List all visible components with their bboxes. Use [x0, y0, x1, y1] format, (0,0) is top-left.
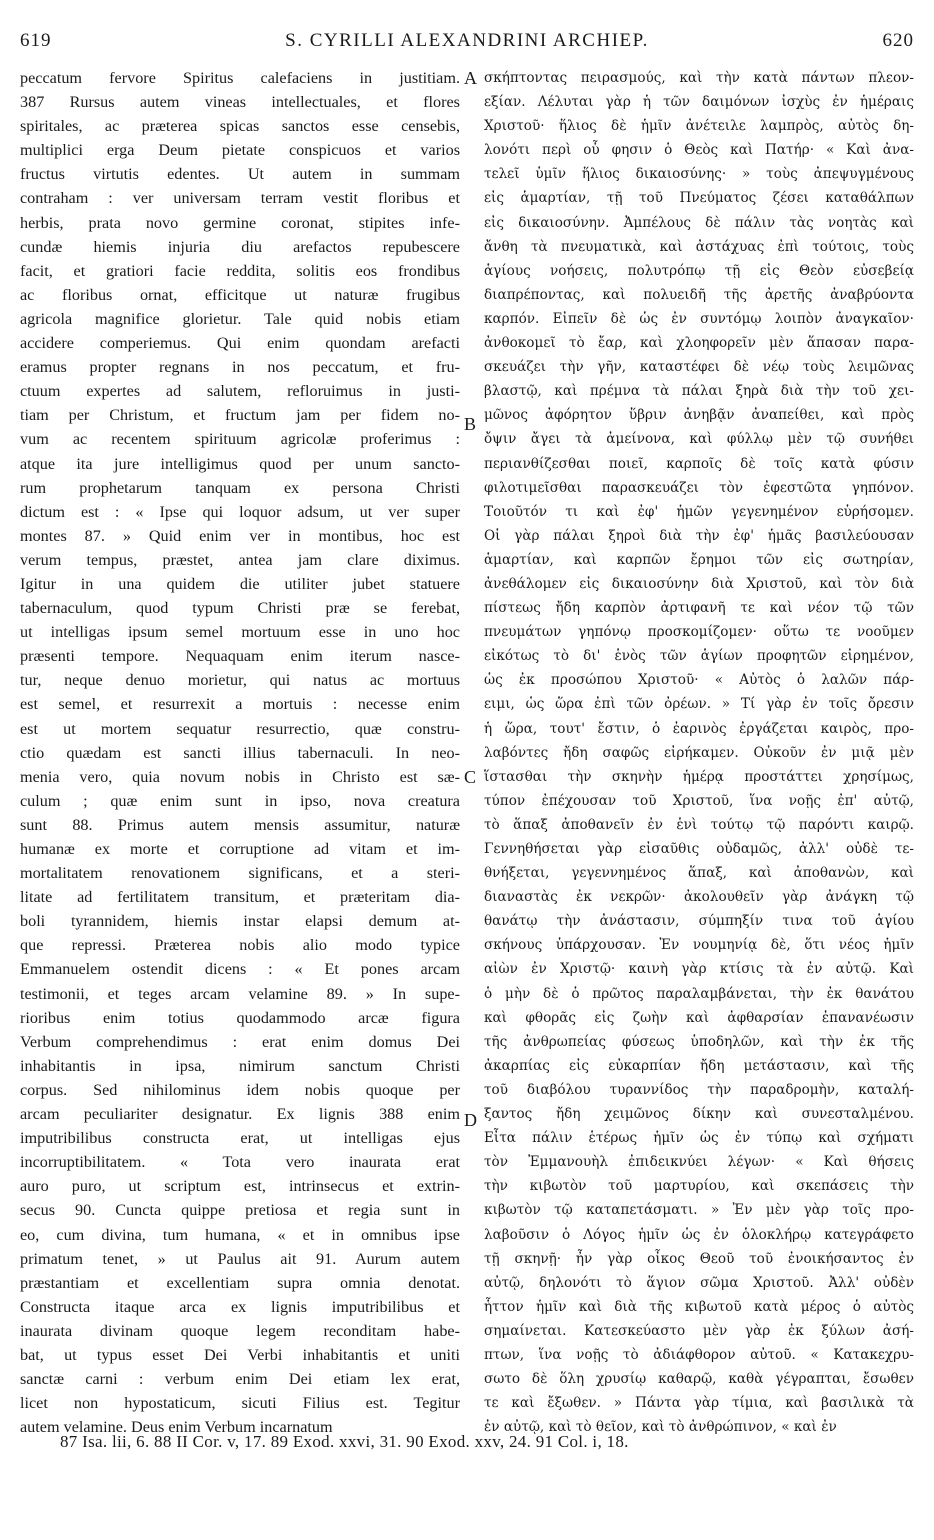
latin-text-line: Emmanuelem ostendit dicens : « Et pones arcam [20, 960, 460, 979]
greek-text-line: εξίαν. Λέλυται γὰρ ἡ τῶν δαιμόνων ἰσχὺς ἐν ἡμέραις [484, 94, 914, 111]
latin-text-line: verum tempus, præstet, antea jam clare diximus. [20, 550, 460, 569]
greek-text-line: λαβοῦσιν ὁ Λόγος ἡμῖν ὡς ἐν ὁλοκλήρῳ κατεγράφετο [484, 1226, 914, 1243]
latin-text-line: primatum tenet, » ut Paulus ait 91. Aurum autem [20, 1249, 460, 1268]
greek-text-line: πνευμάτων γηπόνῳ προσκομίζομεν· οὕτω τε νοοῦμεν [484, 624, 914, 641]
latin-text-line: boli tyrannidem, hiemis instar elapsi demum at- [20, 912, 460, 931]
latin-text-line: ut intelligas ipsum semel mortuum esse in uno hoc [20, 623, 460, 642]
latin-text-line: Verbum comprehendimus : erat enim domus Dei [20, 1032, 460, 1051]
latin-text-line: testimonii, et teges arcam velamine 89. » In supe- [20, 984, 460, 1003]
greek-text-line: Γεννηθήσεται γὰρ εἰσαῦθις οὐδαμῶς, ἀλλ' οὐδὲ τε- [484, 841, 914, 857]
greek-text-line: ὁ μὴν δὲ ὁ πρῶτος παραλαμβάνεται, τὴν ἐκ θανάτου [484, 985, 914, 1002]
latin-text-line: ctuum expertes ad salutem, refloruimus in justi- [20, 382, 460, 401]
greek-text-line: ἀνεθάλομεν εἰς δικαιοσύνην διὰ Χριστοῦ, καὶ τὸν διὰ [484, 575, 914, 592]
latin-text-line: vum ac recentem spirituum agricolæ proferimus : [20, 430, 460, 449]
latin-text-line: que repressi. Præterea nobis alio modo typice [20, 936, 460, 955]
greek-text-line: περιανθίζεσθαι ποιεῖ, καρποῖς δὲ τοῖς κατὰ φύσιν [484, 455, 914, 472]
latin-text-line: accidere comperiemus. Qui enim quondam arefacti [20, 334, 460, 353]
greek-text-line: ὄψιν ἄγει τὰ ἀμείνονα, καὶ φύλλῳ μὲν τῷ συνήθει [484, 431, 914, 448]
latin-text-line: tiam per Christum, et fructum jam per fidem no- [20, 406, 460, 425]
greek-text-line: λαβόντες ἤδη σαφῶς εἰρήκαμεν. Οὐκοῦν ἐν μιᾷ μὲν [484, 744, 914, 761]
greek-text-line: σημαίνεται. Κατεσκεύαστο μὲν γὰρ ἐκ ξύλων ἀσή- [484, 1322, 914, 1339]
greek-text-line: τὴν κιβωτὸν τοῦ μαρτυρίου, καὶ σκεπάσεις τὴν [484, 1178, 914, 1195]
latin-text-line: bat, ut typus esset Dei Verbi inhabitantis et uniti [20, 1345, 460, 1364]
latin-text-line: menia vero, quia novum nobis in Christo est sæ- [20, 767, 460, 786]
latin-text-line: rioribus enim totius quodammodo arcæ figura [20, 1008, 460, 1027]
greek-text-line: διαναστὰς ἐκ νεκρῶν· ἀκολουθεῖν γὰρ ἀνάγκη τῷ [484, 889, 914, 906]
latin-text-line: est semel, et resurrexit a mortuis : necesse enim [20, 695, 460, 714]
latin-text-line: auro puro, ut scriptum est, intrinsecus et extrin- [20, 1177, 460, 1196]
greek-text-line: πίστεως ἤδη καρπὸν ἀρτιφανῆ τε καὶ νέον τῷ τῶν [484, 600, 914, 617]
latin-text-line: præstantiam et excellentiam supra omnia denotat. [20, 1273, 460, 1292]
latin-text-line: inaurata divinam quoque legem reconditam habe- [20, 1321, 460, 1340]
greek-text-line: θανάτῳ τὴν ἀνάστασιν, σύμπηξίν τινα τοῦ ἁγίου [484, 913, 914, 930]
latin-text-line: sunt 88. Primus autem mensis assumitur, naturæ [20, 815, 460, 834]
latin-text-line: contraham : ver universam terram vestit floribus et [20, 189, 460, 208]
latin-text-line: herbis, prata novo germine coronat, stipites infe- [20, 213, 460, 232]
greek-text-line: Οἱ γὰρ πάλαι ξηροὶ διὰ τὴν ἐφ' ἡμᾶς βασιλεύουσαν [484, 527, 914, 544]
latin-text-line: ctio quædam est sancti illius tabernaculi. In neo- [20, 743, 460, 762]
greek-text-line: θνήξεται, γεγεννημένος ἅπαξ, καὶ ἀποθανὼν, καὶ [484, 865, 914, 882]
greek-text-line: σωτο δὲ ὅλη χρυσίῳ καθαρῷ, καθὰ γέγραπται, ἔσωθεν [484, 1371, 914, 1388]
latin-text-line: litate ad fertilitatem transitum, et præteritam dia- [20, 888, 460, 907]
greek-text-line: ἵστασθαι τὴν σκηνὴν ἡμέρᾳ προστάττει χρησίμως, [484, 768, 914, 785]
greek-column [484, 66, 914, 1439]
latin-text-line: fructus virtutis edentes. Ut autem in summam [20, 165, 460, 184]
latin-text-line: est ut mortem sequatur resurrectio, quæ constru- [20, 719, 460, 738]
greek-text-line: ἐν αὐτῷ, καὶ τὸ θεῖον, καὶ τὸ ἀνθρώπινον, « καὶ ἐν [484, 1419, 837, 1436]
margin-marker-b: B [464, 414, 477, 434]
greek-text-line: τὸ ἅπαξ ἀποθανεῖν ἐν ἑνὶ τούτῳ τῷ παρόντι καιρῷ. [484, 816, 914, 833]
latin-text-line: rum prophetarum tanquam ex persona Christi [20, 478, 460, 497]
latin-text-line: sanctæ carni : verbum enim Dei etiam lex erat, [20, 1370, 460, 1389]
latin-text-line: præsenti tempore. Nequaquam enim iterum nasce- [20, 647, 460, 666]
greek-text-line: ἧττον ἡμῖν καὶ διὰ τῆς κιβωτοῦ κατὰ μέρος ὁ αὐτὸς [484, 1298, 914, 1315]
latin-column [20, 66, 460, 1439]
latin-text-line: incorruptibilitatem. « Tota vero inaurata erat [20, 1153, 460, 1172]
latin-text-line: Constructa itaque arca ex lignis imputribilibus et [20, 1297, 460, 1316]
latin-text-line: imputribilibus constructa erat, ut intelligas ejus [20, 1129, 460, 1148]
greek-text-line: ἡ ὥρα, τουτ' ἔστιν, ὁ ἐαρινὸς ἐργάζεται καιρὸς, προ- [484, 720, 914, 737]
latin-text-line: secus 90. Cuncta quippe pretiosa et regia sunt in [20, 1201, 460, 1220]
greek-text-line: εἰς δικαιοσύνην. Ἀμπέλους δὲ πάλιν τὰς νοητὰς καὶ [484, 214, 914, 231]
latin-text-line: mortalitatem renovationem significans, et a steri- [20, 864, 460, 883]
greek-text-line: τοῦ διαβόλου τυραννίδος τὴν παραδρομὴν, καταλή- [484, 1081, 914, 1098]
latin-text-line: facit, et gratiori facie reddita, solitis eos frondibus [20, 261, 460, 280]
left-page-number: 619 [20, 30, 52, 51]
greek-text-line: βλαστῷ, καὶ πρέμνα τὰ πάλαι ξηρὰ διὰ τὴν τοῦ χει- [484, 383, 914, 400]
latin-text-line: agricola magnifice glorietur. Tale quid nobis etiam [20, 309, 460, 328]
latin-text-line: tabernaculum, quod typum Christi præ se ferebat, [20, 599, 460, 618]
latin-text-line: spiritales, ac præterea spicas sanctos esse censebis, [20, 117, 460, 136]
latin-text-line: licet non hypostaticum, sicuti Filius est. Tegitur [20, 1394, 460, 1413]
greek-text-line: τῆς ἀνθρωπείας φύσεως ὑποδηλῶν, καὶ τὴν ἐκ τῆς [484, 1033, 914, 1050]
latin-text-line: eo, cum divina, tum humana, « et in omnibus ipse [20, 1225, 460, 1244]
latin-text-line: culum ; quæ enim sunt in ipso, nova creatura [20, 791, 460, 810]
greek-text-line: Χριστοῦ· ἥλιος δὲ ἡμῖν ἀνέτειλε λαμπρὸς, αὐτὸς δη- [484, 118, 914, 135]
greek-text-line: καὶ φθορᾶς εἰς ζωὴν καὶ ἀφθαρσίαν ἐπανανέωσιν [484, 1009, 914, 1026]
latin-text-line: montes 87. » Quid enim ver in montibus, hoc est [20, 526, 460, 545]
greek-text-line: τύπον ἐπέχουσαν τοῦ Χριστοῦ, ἵνα νοῇς ἐπ' αὐτῷ, [484, 792, 914, 809]
greek-text-line: καρπόν. Εἰπεῖν δὲ ὡς ἐν συντόμῳ λοιπὸν ἀναγκαῖον· [484, 310, 914, 327]
greek-text-line: σκευάζει τὴν γῆν, καταστέφει δὲ νέῳ τοὺς λειμῶνας [484, 359, 914, 376]
greek-text-line: ἁγίους νοήσεις, πολυτρόπῳ τῇ εἰς Θεὸν εὐσεβείᾳ [484, 262, 914, 279]
latin-text-line: Igitur in una quidem die utiliter jubet statuere [20, 574, 460, 593]
greek-text-line: φιλοτιμεῖσθαι παρασκευάζει τὸν ἐφεστῶτα γηπόνον. [484, 479, 914, 496]
greek-text-line: ἄνθη τὰ πνευματικὰ, καὶ ἀστάχυας ἐπὶ τούτοις, τοὺς [484, 238, 914, 255]
latin-text-line: tur, neque denuo morietur, qui natus ac mortuus [20, 671, 460, 690]
greek-text-line: σκήνους ὑπάρχουσαν. Ἐν νουμηνίᾳ δὲ, ὅτι νέος ἡμῖν [484, 937, 914, 954]
greek-text-line: ξαντος ἤδη χειμῶνος δίκην καὶ συνεσταλμένου. [484, 1106, 914, 1123]
latin-text-line: peccatum fervore Spiritus calefaciens in justitiam. [20, 69, 460, 87]
latin-text-line: multiplici erga Deum pietate conspicuos et varios [20, 141, 460, 160]
latin-text-line: autem velamine. Deus enim Verbum incarnatum [20, 1418, 333, 1437]
latin-text-line: humanæ ex morte et corruptione ad vitam et im- [20, 840, 460, 858]
greek-text-line: Τοιοῦτόν τι καὶ ἐφ' ἡμῶν γεγενημένον εὑρήσομεν. [484, 503, 914, 520]
greek-text-line: ὡς ἐκ προσώπου Χριστοῦ· « Αὐτὸς ὁ λαλῶν πάρ- [484, 672, 914, 689]
running-header [20, 30, 914, 60]
greek-text-line: μῶνος ἀφόρητον ὕβριν ἀνηβᾷν ἀναπείθει, καὶ πρὸς [484, 407, 914, 424]
margin-marker-d: D [464, 1110, 477, 1130]
latin-text-line: inhabitantis in ipsa, nimirum sanctum Christi [20, 1056, 460, 1075]
greek-text-line: εἰς ἁμαρτίαν, τῇ τοῦ Πνεύματος ζέσει καταθάλπων [484, 190, 914, 207]
running-title: S. CYRILLI ALEXANDRINI ARCHIEP. [285, 30, 649, 51]
greek-text-line: διαπρέποντας, καὶ πολυειδῆ τῆς ἀρετῆς ἀναβρύοντα [484, 286, 914, 303]
right-page-number: 620 [882, 30, 914, 51]
latin-text-line: atque ita jure intelligimus quod per unum sancto- [20, 454, 460, 473]
greek-text-line: τὸν Ἐμμανουὴλ ἐπιδεικνύει λέγων· « Καὶ θήσεις [484, 1154, 914, 1171]
latin-text-line: 387 Rursus autem vineas intellectuales, et flores [20, 93, 460, 112]
latin-text-line: cundæ hiemis injuria diu arefactos repubescere [20, 237, 460, 256]
latin-text-line: arcam peculiariter designatur. Ex lignis 388 enim [20, 1105, 460, 1124]
greek-text-line: αὐτῷ, δηλονότι τὸ ἅγιον σῶμα Χριστοῦ. Ἀλλ' οὐδὲν [484, 1274, 914, 1291]
greek-text-line: τῇ σκηνῇ· ἦν γὰρ οἶκος Θεοῦ τοῦ ἐνοικήσαντος ἐν [484, 1250, 914, 1267]
greek-text-line: λονότι περὶ οὗ φησιν ὁ Θεὸς καὶ Πατήρ· « Καὶ ἀνα- [484, 142, 914, 159]
margin-marker-c: C [464, 767, 477, 787]
greek-text-line: ειμι, ὡς ὥρα ἐπὶ τῶν ὀρέων. » Τί γὰρ ἐν τοῖς ὄρεσιν [484, 696, 914, 713]
latin-text-line: ac floribus ornat, efficitque ut naturæ frugibus [20, 285, 460, 304]
margin-marker-a: A [464, 68, 477, 88]
latin-text-line: dictum est : « Ipse qui loquor adsum, ut ver super [20, 502, 460, 521]
greek-text-line: αἰὼν ἐν Χριστῷ· καινὴ γὰρ κτίσις τὰ ἐν αὐτῷ. Καὶ [484, 961, 914, 978]
greek-text-line: τελεῖ ὑμῖν ἥλιος δικαιοσύνης· » τοὺς ἀπεψυγμένους [484, 166, 914, 183]
latin-text-line: corpus. Sed nihilominus idem nobis quoque per [20, 1080, 460, 1099]
greek-text-line: ἀνθοκομεῖ τὸ ἔαρ, καὶ χλοηφορεῖν μὲν ἅπασαν παρα- [484, 335, 914, 352]
greek-text-line: τε καὶ ἔξωθεν. » Πάντα γὰρ τίμια, καὶ βασιλικὰ τὰ [484, 1395, 914, 1412]
greek-text-line: ἀκαρπίας εἰς εὐκαρπίαν ἤδη μετάστασιν, καὶ τῆς [484, 1057, 914, 1074]
greek-text-line: κιβωτὸν τῷ καταπετάσματι. » Ἐν μὲν γὰρ τοῖς προ- [484, 1202, 914, 1219]
greek-text-line: ἁμαρτίαν, καὶ καρπῶν ἔρημοι τῶν εἰς σωτηρίαν, [484, 551, 914, 568]
footnotes: 87 Isa. lii, 6. 88 II Cor. v, 17. 89 Exod. xxvi, 31. 90 Exod. xxv, 24. 91 Col. i, 18. [60, 1432, 629, 1451]
latin-text-line: eramus propter regnans in nos peccatum, et fru- [20, 358, 460, 377]
greek-text-line: Εἶτα πάλιν ἑτέρως ἡμῖν ὡς ἐν τύπῳ καὶ σχήματι [484, 1130, 914, 1147]
greek-text-line: σκήπτοντας πειρασμούς, καὶ τὴν κατὰ πάντων πλεον- [484, 70, 914, 86]
greek-text-line: εἰκότως τὸ δι' ἑνὸς τῶν ἁγίων προφητῶν εἰρημένον, [484, 648, 914, 665]
greek-text-line: πτων, ἵνα νοῇς τὸ ἀδιάφθορον αὐτοῦ. « Κατακεχρυ- [484, 1346, 914, 1363]
